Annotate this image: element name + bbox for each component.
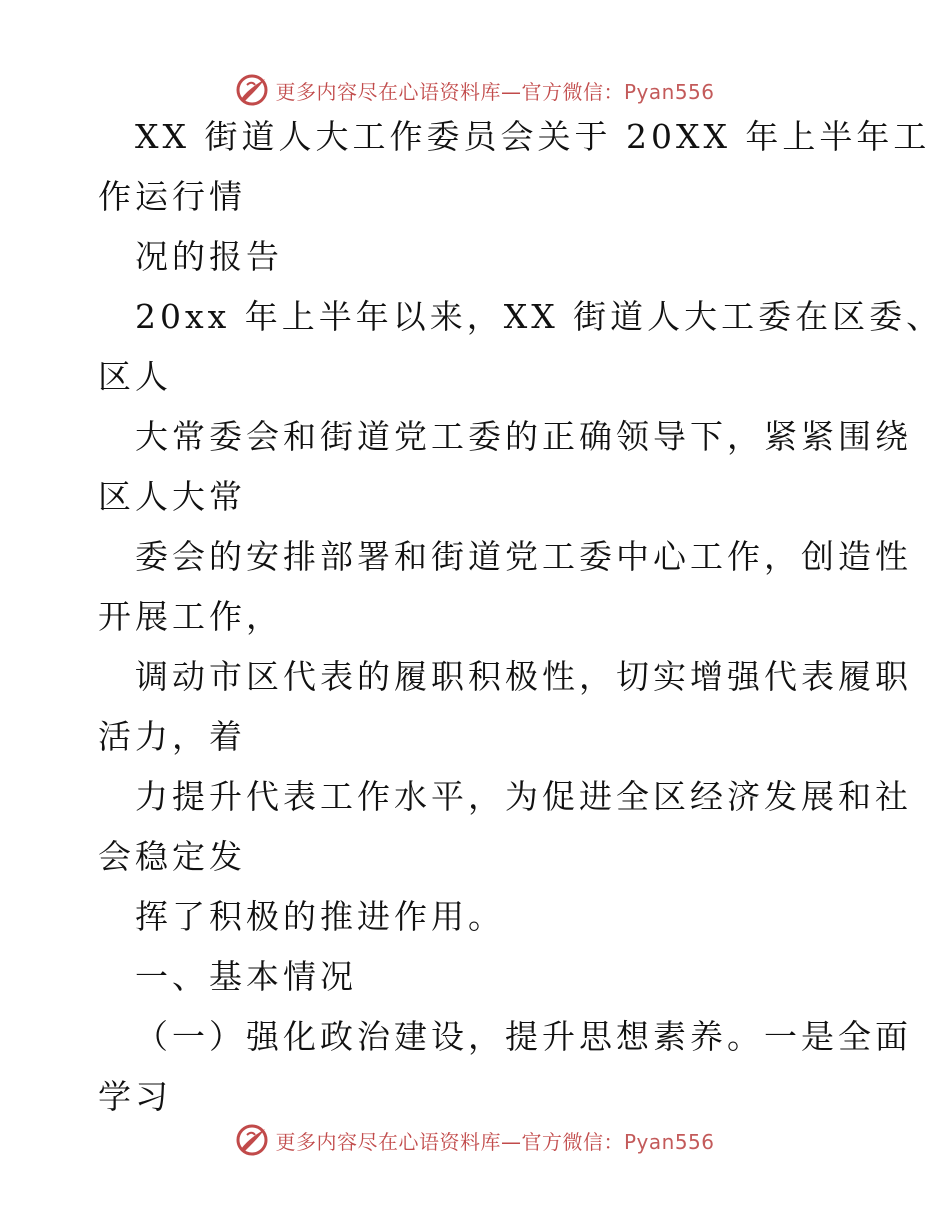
paragraph-line: 区人 — [98, 357, 172, 396]
flame-pen-logo-icon — [235, 73, 269, 107]
footer-watermark — [0, 1120, 950, 1160]
title-line-3: 况的报告 — [135, 237, 283, 276]
paragraph-line: 挥了积极的推进作用。 — [135, 897, 505, 936]
paragraph-line: （一）强化政治建设，提升思想素养。一是全面 — [135, 1017, 912, 1056]
header-watermark — [0, 70, 950, 110]
paragraph-line: 活力，着 — [98, 717, 246, 756]
paragraph-line: 会稳定发 — [98, 837, 246, 876]
paragraph-line: 开展工作， — [98, 597, 283, 636]
paragraph-line: 调动市区代表的履职积极性，切实增强代表履职 — [135, 657, 912, 696]
title-line-2: 作运行情 — [98, 177, 246, 216]
paragraph-line: 20xx 年上半年以来，XX 街道人大工委在区委、 — [135, 297, 944, 336]
title-line-1: XX 街道人大工作委员会关于 20XX 年上半年工 — [135, 117, 931, 156]
paragraph-line: 区人大常 — [98, 477, 246, 516]
watermark-text: 更多内容尽在心语资料库—官方微信：Pyan556 — [275, 79, 715, 104]
section-heading: 一、基本情况 — [135, 957, 357, 996]
flame-pen-logo-icon — [235, 1123, 269, 1157]
paragraph-line: 力提升代表工作水平，为促进全区经济发展和社 — [135, 777, 912, 816]
paragraph-line: 大常委会和街道党工委的正确领导下，紧紧围绕 — [135, 417, 912, 456]
watermark-text: 更多内容尽在心语资料库—官方微信：Pyan556 — [275, 1129, 715, 1154]
paragraph-line: 委会的安排部署和街道党工委中心工作，创造性 — [135, 537, 912, 576]
paragraph-line: 学习 — [98, 1077, 172, 1116]
